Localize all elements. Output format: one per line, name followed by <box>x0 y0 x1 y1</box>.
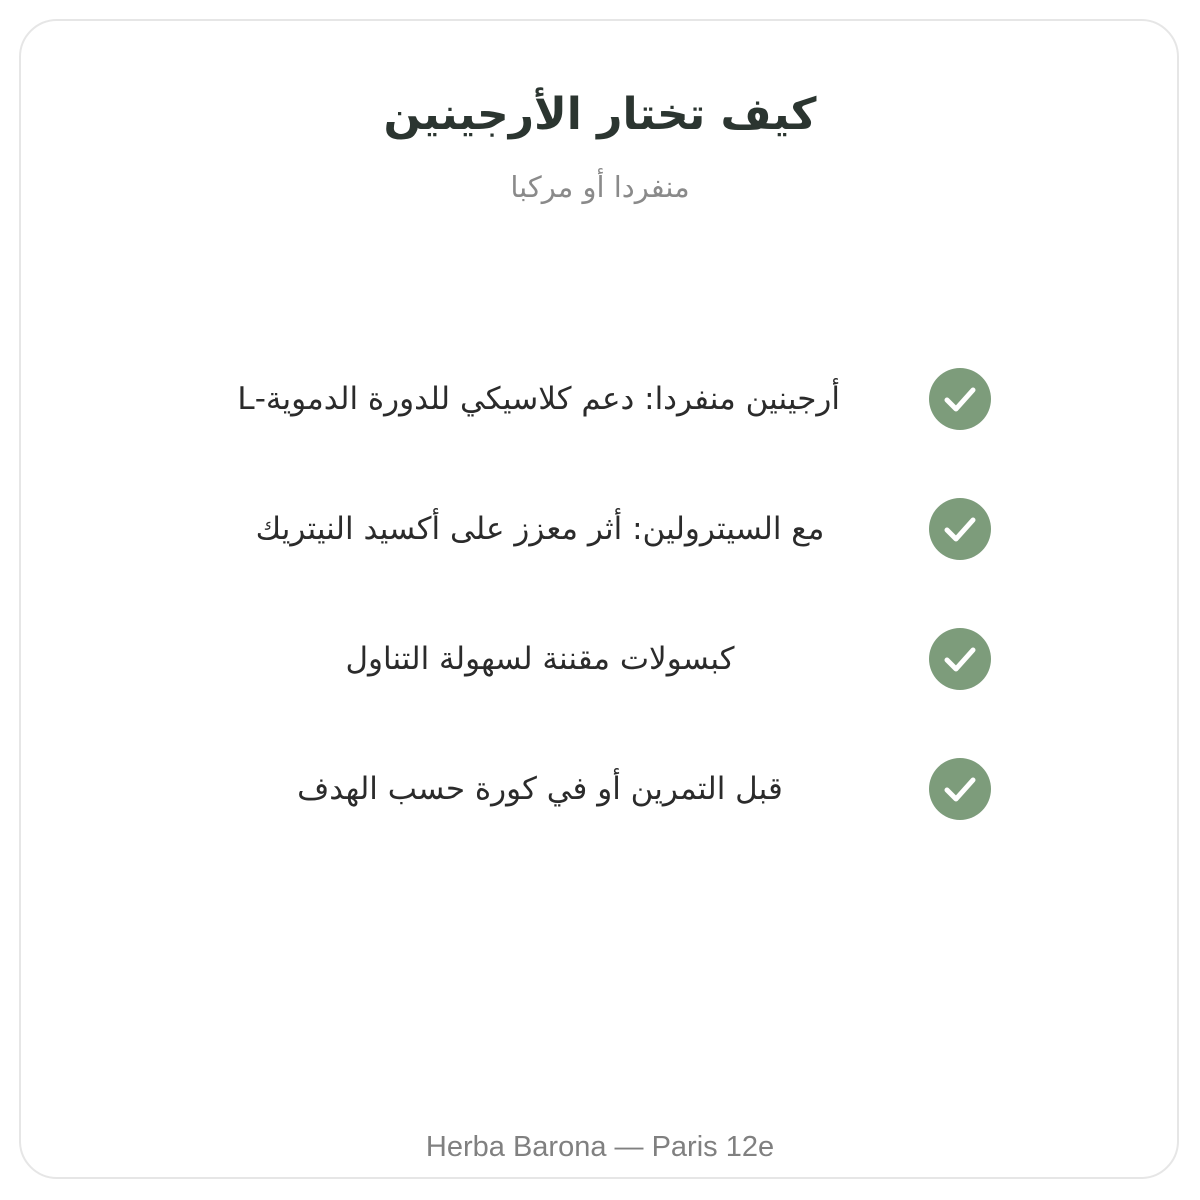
list-item-label: قبل التمرين أو في كورة حسب الهدف <box>297 771 783 807</box>
list-item-label: كبسولات مقننة لسهولة التناول <box>345 641 735 677</box>
list-item <box>0 627 1200 691</box>
list-item <box>0 367 1200 431</box>
page-subtitle: منفردا أو مركبا <box>510 170 690 204</box>
list-item <box>0 497 1200 561</box>
check-circle-icon <box>929 628 991 690</box>
check-circle-icon <box>929 758 991 820</box>
list-item-label: مع السيترولين: أثر معزز على أكسيد النيتريك <box>255 511 825 547</box>
check-circle-icon <box>929 368 991 430</box>
list-item <box>0 757 1200 821</box>
check-circle-icon <box>929 498 991 560</box>
page-title: كيف تختار الأرجينين <box>383 89 817 140</box>
list-item-label: أرجينين منفردا: دعم كلاسيكي للدورة الدموية-L <box>237 381 840 417</box>
footer-text: Herba Barona — Paris 12e <box>425 1131 775 1163</box>
